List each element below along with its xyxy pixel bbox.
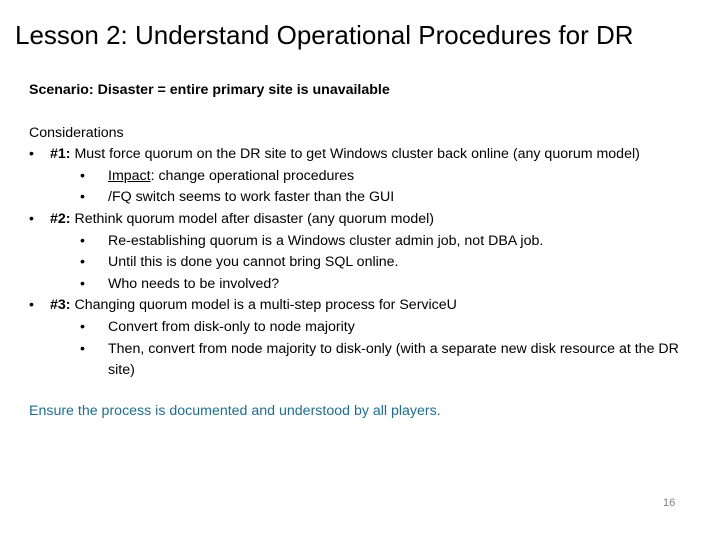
item-text: Must force quorum on the DR site to get Windows cluster back online (any quorum model) — [70, 146, 640, 163]
sub-item-underlined: Impact — [108, 167, 151, 184]
sub-item — [80, 166, 699, 188]
sub-item — [80, 339, 699, 382]
sub-item-text: Then, convert from node majority to disk-only (with a separate new disk resource at the DR site) — [108, 340, 679, 379]
bullet-icon: • — [80, 254, 85, 271]
bullet-icon: • — [80, 189, 85, 206]
bullet-icon: • — [80, 318, 85, 335]
sub-item — [80, 187, 699, 209]
sub-item — [80, 274, 699, 296]
considerations-heading: Considerations — [29, 124, 124, 141]
bullet-icon: • — [29, 210, 34, 227]
sub-list — [50, 231, 699, 296]
sub-item — [80, 252, 699, 274]
bullet-icon: • — [80, 232, 85, 249]
sub-item-text: Re-establishing quorum is a Windows cluster admin job, not DBA job. — [108, 232, 544, 249]
item-text: Rethink quorum model after disaster (any quorum model) — [70, 210, 435, 227]
page-number: 16 — [663, 497, 676, 509]
sub-list — [50, 166, 699, 209]
slide-content — [29, 80, 699, 422]
item-text: Changing quorum model is a multi-step process for ServiceU — [70, 297, 457, 314]
bullet-icon: • — [29, 297, 34, 314]
sub-item-text: /FQ switch seems to work faster than the GUI — [108, 189, 395, 206]
ensure-statement: Ensure the process is documented and understood by all players. — [29, 402, 441, 419]
sub-item-text: Who needs to be involved? — [108, 275, 280, 292]
item-number: #3: — [50, 297, 71, 314]
item-number: #1: — [50, 146, 71, 163]
bullet-icon: • — [80, 340, 85, 357]
bullet-icon: • — [80, 275, 85, 292]
sub-item — [80, 317, 699, 339]
sub-list — [50, 317, 699, 382]
considerations-list — [29, 144, 699, 382]
sub-item-text: : change operational procedures — [150, 167, 355, 184]
slide-title: Lesson 2: Understand Operational Procedures for DR — [15, 20, 634, 50]
bullet-icon: • — [29, 146, 34, 163]
consideration-item-1 — [29, 144, 699, 209]
sub-item-text: Until this is done you cannot bring SQL online. — [108, 254, 399, 271]
sub-item — [80, 231, 699, 253]
item-number: #2: — [50, 210, 71, 227]
sub-item-text: Convert from disk-only to node majority — [108, 318, 355, 335]
bullet-icon: • — [80, 167, 85, 184]
scenario-text: Scenario: Disaster = entire primary site is unavailable — [29, 82, 390, 98]
consideration-item-3 — [29, 295, 699, 381]
consideration-item-2 — [29, 209, 699, 295]
